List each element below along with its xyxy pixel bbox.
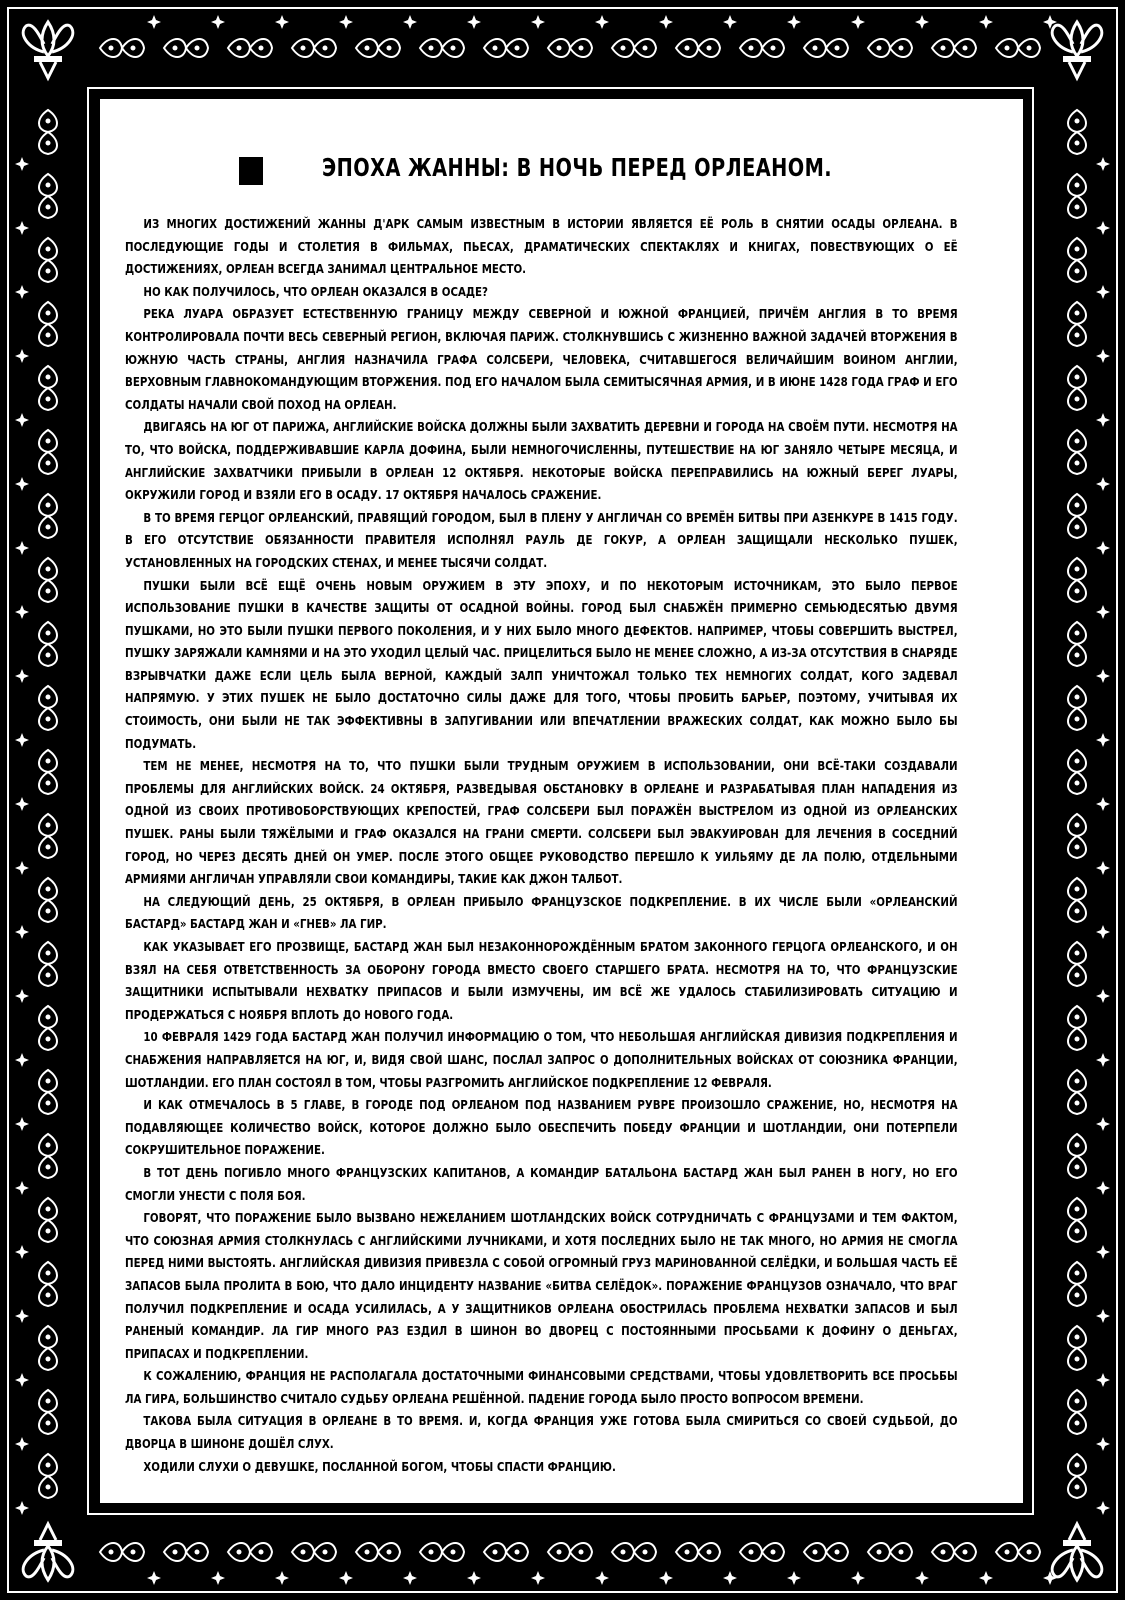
ornament-piece — [147, 1571, 161, 1585]
ornament-piece — [1068, 430, 1086, 474]
ornament-piece — [39, 494, 57, 538]
ornament-piece — [723, 15, 737, 29]
ornament-piece — [979, 15, 993, 29]
ornament-piece — [723, 1571, 737, 1585]
ornament-piece — [868, 39, 912, 57]
ornament-piece — [595, 1571, 609, 1585]
ornament-piece — [15, 797, 29, 811]
ornament-piece — [851, 15, 865, 29]
paragraph: И КАК ОТМЕЧАЛОСЬ В 5 ГЛАВЕ, В ГОРОДЕ ПОД ОРЛЕАНОМ ПОД НАЗВАНИЕМ РУВРЕ ПРОИЗОШЛО СРАЖЕНИЕ, НО, НЕСМОТРЯ НА ПОДАВЛЯЮЩЕЕ КОЛИЧЕСТВО ВОЙСК, КОТОРОЕ ДОЛЖНО БЫЛО ОБЕСПЕЧИТЬ ПОБЕДУ ФРАНЦИИ И ШОТЛАНДИИ, ОНИ ПОТЕРПЕЛИ СОКРУШИТЕЛЬНОЕ ПОРАЖЕНИЕ. — [125, 1097, 958, 1158]
ornament-piece — [39, 366, 57, 410]
paragraph: ГОВОРЯТ, ЧТО ПОРАЖЕНИЕ БЫЛО ВЫЗВАНО НЕЖЕЛАНИЕМ ШОТЛАНДСКИХ ВОЙСК СОТРУДНИЧАТЬ С ФРАНЦУЗАМИ И ТЕМ ФАКТОМ, ЧТО СОЮЗНАЯ АРМИЯ СТОЛКНУЛАСЬ С АНГЛИЙСКИМИ ЛУЧНИКАМИ, И ХОТЯ ПОСЛЕДНИХ БЫЛО НЕ ТАК МНОГО, НО АРМИЯ НЕ СМОГЛА ПЕРЕД НИМИ ВЫСТОЯТЬ. АНГЛИЙСКАЯ ДИВИЗИЯ ПРИВЕЗЛА С СОБОЙ ОГРОМНЫЙ ГРУЗ МАРИНОВАННОЙ СЕЛЁДКИ, И БОЛЬШАЯ ЧАСТЬ ЕЁ ЗАПАСОВ БЫЛА ПРОЛИТА В БОЮ, ЧТО ДАЛО ИНЦИДЕНТУ НАЗВАНИЕ «БИТВА СЕЛЁДОК». ПОРАЖЕНИЕ ФРАНЦУЗОВ ОЗНАЧАЛО, ЧТО ВРАГ ПОЛУЧИЛ ПОДКРЕПЛЕНИЕ И ОСАДА УСИЛИЛАСЬ, А У ЗАЩИТНИКОВ ОРЛЕАНА ОБОСТРИЛАСЬ ПРОБЛЕМА НЕХВАТКИ ЗАПАСОВ И БЫЛ РАНЕНЫЙ КОМАНДИР. ЛА ГИР МНОГО РАЗ ЕЗДИЛ В ШИНОН ВО ДВОРЕЦ С ПОСТОЯННЫМИ ПРОСЬБАМИ К ДОФИНУ О ДЕНЬГАХ, ПРИПАСАХ И ПОДКРЕПЛЕНИИ. — [125, 1210, 958, 1361]
ornament-piece — [1096, 349, 1110, 363]
ornament-piece — [1096, 413, 1110, 427]
ornament-piece — [932, 39, 976, 57]
paragraph: 10 ФЕВРАЛЯ 1429 ГОДА БАСТАРД ЖАН ПОЛУЧИЛ ИНФОРМАЦИЮ О ТОМ, ЧТО НЕБОЛЬШАЯ АНГЛИЙСКАЯ ДИВИЗИЯ ПОДКРЕПЛЕНИЯ И СНАБЖЕНИЯ НАПРАВЛЯЕТСЯ НА ЮГ, И, ВИДЯ СВОЙ ШАНС, ПОСЛАЛ ЗАПРОС О ДОПОЛНИТЕЛЬНЫХ ВОЙСКАХ ОТ СОЮЗНИКА ФРАНЦИИ, ШОТЛАНДИИ. ЕГО ПЛАН СОСТОЯЛ В ТОМ, ЧТОБЫ РАЗГРОМИТЬ АНГЛИЙСКОЕ ПОДКРЕПЛЕНИЕ 12 ФЕВРАЛЯ. — [125, 1029, 958, 1090]
ornament-piece — [1096, 285, 1110, 299]
page-title: ЭПОХА ЖАННЫ: В НОЧЬ ПЕРЕД ОРЛЕАНОМ. — [322, 153, 833, 182]
ornament-piece — [979, 1571, 993, 1585]
ornament-piece — [15, 1437, 29, 1451]
ornament-piece — [1068, 238, 1086, 282]
paragraph: НА СЛЕДУЮЩИЙ ДЕНЬ, 25 ОКТЯБРЯ, В ОРЛЕАН ПРИБЫЛО ФРАНЦУЗСКОЕ ПОДКРЕПЛЕНИЕ. В ИХ ЧИСЛЕ БЫЛИ «ОРЛЕАНСКИЙ БАСТАРД» БАСТАРД ЖАН И «ГНЕВ» ЛА ГИР. — [125, 893, 958, 932]
paragraph: В ТОТ ДЕНЬ ПОГИБЛО МНОГО ФРАНЦУЗСКИХ КАПИТАНОВ, А КОМАНДИР БАТАЛЬОНА БАСТАРД ЖАН БЫЛ РАНЕН В НОГУ, НО ЕГО СМОГЛИ УНЕСТИ С ПОЛЯ БОЯ. — [125, 1164, 958, 1203]
ornament-piece — [1043, 1571, 1057, 1585]
ornament-piece — [39, 1006, 57, 1050]
ornament-piece — [15, 925, 29, 939]
ornament-piece — [1096, 989, 1110, 1003]
ornament-piece — [39, 1326, 57, 1370]
ornament-piece — [1068, 1006, 1086, 1050]
paragraph: КАК УКАЗЫВАЕТ ЕГО ПРОЗВИЩЕ, БАСТАРД ЖАН БЫЛ НЕЗАКОННОРОЖДЁННЫМ БРАТОМ ЗАКОННОГО ГЕРЦОГА ОРЛЕАНСКОГО, И ОН ВЗЯЛ НА СЕБЯ ОТВЕТСТВЕННОСТЬ ЗА ОБОРОНУ ГОРОДА ВМЕСТО СВОЕГО СТАРШЕГО БРАТА. НЕСМОТРЯ НА ТО, ЧТО ФРАНЦУЗСКИЕ ЗАЩИТНИКИ ИСПЫТЫВАЛИ НЕХВАТКУ ПРИПАСОВ И БЫЛИ ИЗМУЧЕНЫ, ИМ ВСЁ ЖЕ УДАЛОСЬ СТАБИЛИЗИРОВАТЬ СИТУАЦИЮ И ПРОДЕРЖАТЬСЯ С НОЯБРЯ ВПЛОТЬ ДО НОВОГО ГОДА. — [125, 939, 958, 1022]
ornament-piece — [868, 1543, 912, 1561]
ornament-piece — [15, 1309, 29, 1323]
paragraph: ПУШКИ БЫЛИ ВСЁ ЕЩЁ ОЧЕНЬ НОВЫМ ОРУЖИЕМ В ЭТУ ЭПОХУ, И ПО НЕКОТОРЫМ ИСТОЧНИКАМ, ЭТО БЫЛО ПЕРВОЕ ИСПОЛЬЗОВАНИЕ ПУШКИ В КАЧЕСТВЕ ЗАЩИТЫ ОТ ОСАДНОЙ ВОЙНЫ. ГОРОД БЫЛ СНАБЖЁН ПРИМЕРНО СЕМЬЮДЕСЯТЬЮ ДВУМЯ ПУШКАМИ, НО ЭТО БЫЛИ ПУШКИ ПЕРВОГО ПОКОЛЕНИЯ, И У НИХ БЫЛО МНОГО ДЕФЕКТОВ. НАПРИМЕР, ЧТОБЫ СОВЕРШИТЬ ВЫСТРЕЛ, ПУШКУ ЗАРЯЖАЛИ КАМНЯМИ И НА ЭТО УХОДИЛ ЦЕЛЫЙ ЧАС. ПРИЦЕЛИТЬСЯ БЫЛО НЕ МЕНЕЕ СЛОЖНО, А ИЗ-ЗА ОТСУТСТВИЯ В СНАРЯДЕ ВЗРЫВЧАТКИ ДАЖЕ ЕСЛИ ЦЕЛЬ БЫЛА ВЕРНОЙ, КАЖДЫЙ ЗАЛП УНИЧТОЖАЛ ТОЛЬКО ТЕХ НЕМНОГИХ СОЛДАТ, КОГО ЗАДЕВАЛ НАПРЯМУЮ. У ЭТИХ ПУШЕК НЕ БЫЛО ДОСТАТОЧНО СИЛЫ ДАЖЕ ДЛЯ ТОГО, ЧТОБЫ ПРОБИТЬ БАРЬЕР, ПОЭТОМУ, УЧИТЫВАЯ ИХ СТОИМОСТЬ, ОНИ БЫЛИ НЕ ТАК ЭФФЕКТИВНЫ В ЗАПУГИВАНИИ ИЛИ ВПЕЧАТЛЕНИИ ВРАЖЕСКИХ СОЛДАТ, КАК МОЖНО БЫЛО БЫ ПОДУМАТЬ. — [125, 577, 958, 751]
ornament-piece — [1068, 302, 1086, 346]
paragraph: ХОДИЛИ СЛУХИ О ДЕВУШКЕ, ПОСЛАННОЙ БОГОМ, ЧТОБЫ СПАСТИ ФРАНЦИЮ. — [143, 1458, 616, 1474]
ornament-piece — [15, 477, 29, 491]
ornament-piece — [659, 1571, 673, 1585]
ornament-piece — [15, 1245, 29, 1259]
ornament-piece — [548, 39, 592, 57]
ornament-piece — [1096, 221, 1110, 235]
ornament-piece — [915, 15, 929, 29]
paragraph: ИЗ МНОГИХ ДОСТИЖЕНИЙ ЖАННЫ Д'АРК САМЫМ ИЗВЕСТНЫМ В ИСТОРИИ ЯВЛЯЕТСЯ ЕЁ РОЛЬ В СНЯТИИ ОСАДЫ ОРЛЕАНА. В ПОСЛЕДУЮЩИЕ ГОДЫ И СТОЛЕТИЯ В ФИЛЬМАХ, ПЬЕСАХ, ДРАМАТИЧЕСКИХ СПЕКТАКЛЯХ И КНИГАХ, ПОВЕСТВУЮЩИХ О ЕЁ ДОСТИЖЕНИЯХ, ОРЛЕАН ВСЕГДА ЗАНИМАЛ ЦЕНТРАЛЬНОЕ МЕСТО. — [125, 216, 958, 277]
ornament-piece — [1096, 1181, 1110, 1195]
ornament-piece — [15, 157, 29, 171]
ornament-piece — [612, 39, 656, 57]
ornament-piece — [39, 1070, 57, 1114]
ornament-piece — [275, 15, 289, 29]
ornament-piece — [228, 1543, 272, 1561]
ornament-piece — [39, 110, 57, 154]
ornament-piece — [39, 1134, 57, 1178]
ornament-piece — [15, 285, 29, 299]
ornament-piece — [467, 15, 481, 29]
ornament-piece — [1068, 174, 1086, 218]
ornament-piece — [39, 174, 57, 218]
ornament-piece — [932, 1543, 976, 1561]
ornament-piece — [915, 1571, 929, 1585]
ornament-piece — [39, 1262, 57, 1306]
ornament-piece — [1068, 1262, 1086, 1306]
paragraph: ДВИГАЯСЬ НА ЮГ ОТ ПАРИЖА, АНГЛИЙСКИЕ ВОЙСКА ДОЛЖНЫ БЫЛИ ЗАХВАТИТЬ ДЕРЕВНИ И ГОРОДА НА СВОЁМ ПУТИ. НЕСМОТРЯ НА ТО, ЧТО ВОЙСКА, ПОДДЕРЖИВАВШИЕ КАРЛА ДОФИНА, БЫЛИ НЕМНОГОЧИСЛЕННЫ, ПУТЕШЕСТВИЕ НА ЮГ ЗАНЯЛО ЧЕТЫРЕ МЕСЯЦА, И АНГЛИЙСКИЕ ЗАХВАТЧИКИ ПРИБЫЛИ В ОРЛЕАН 12 ОКТЯБРЯ. НЕКОТОРЫЕ ВОЙСКА ПЕРЕПРАВИЛИСЬ НА ЮЖНЫЙ БЕРЕГ ЛУАРЫ, ОКРУЖИЛИ ГОРОД И ВЗЯЛИ ЕГО В ОСАДУ. 17 ОКТЯБРЯ НАЧАЛОСЬ СРАЖЕНИЕ. — [125, 419, 958, 503]
ornament-piece — [39, 878, 57, 922]
ornament-piece — [15, 221, 29, 235]
ornament-piece — [39, 622, 57, 666]
paragraph: ТАКОВА БЫЛА СИТУАЦИЯ В ОРЛЕАНЕ В ТО ВРЕМЯ. И, КОГДА ФРАНЦИЯ УЖЕ ГОТОВА БЫЛА СМИРИТЬСЯ СО СВОЕЙ СУДЬБОЙ, ДО ДВОРЦА В ШИНОНЕ ДОШЁЛ СЛУХ. — [125, 1413, 958, 1452]
ornament-piece — [548, 1543, 592, 1561]
ornament-piece — [851, 1571, 865, 1585]
ornament-piece — [403, 1571, 417, 1585]
ornament-piece — [804, 39, 848, 57]
ornament-piece — [420, 39, 464, 57]
ornament-piece — [15, 1053, 29, 1067]
ornament-piece — [420, 1543, 464, 1561]
ornament-piece — [39, 558, 57, 602]
ornament-piece — [531, 15, 545, 29]
ornament-piece — [1068, 1198, 1086, 1242]
ornament-piece — [659, 15, 673, 29]
ornament-piece — [1096, 1437, 1110, 1451]
ornament-piece — [1096, 157, 1110, 171]
paragraph: ТЕМ НЕ МЕНЕЕ, НЕСМОТРЯ НА ТО, ЧТО ПУШКИ БЫЛИ ТРУДНЫМ ОРУЖИЕМ В ИСПОЛЬЗОВАНИИ, ОНИ ВСЁ-ТАКИ СОЗДАВАЛИ ПРОБЛЕМЫ ДЛЯ АНГЛИЙСКИХ ВОЙСК. 24 ОКТЯБРЯ, РАЗВЕДЫВАЯ ОБСТАНОВКУ В ОРЛЕАНЕ И РАЗРАБАТЫВАЯ ПЛАН НАПАДЕНИЯ ИЗ ОДНОЙ ИЗ СВОИХ ПРОТИВОБОРСТВУЮЩИХ КРЕПОСТЕЙ, ГРАФ СОЛСБЕРИ БЫЛ ПОРАЖЁН ВЫСТРЕЛОМ ИЗ ОДНОЙ ИЗ ОРЛЕАНСКИХ ПУШЕК. РАНЫ БЫЛИ ТЯЖЁЛЫМИ И ГРАФ ОКАЗАЛСЯ НА ГРАНИ СМЕРТИ. СОЛСБЕРИ БЫЛ ЭВАКУИРОВАН ДЛЯ ЛЕЧЕНИЯ В СОСЕДНИЙ ГОРОД, НО ЧЕРЕЗ ДЕСЯТЬ ДНЕЙ ОН УМЕР. ПОСЛЕ ЭТОГО ОБЩЕЕ РУКОВОДСТВО ПЕРЕШЛО К УИЛЬЯМУ ДЕ ЛА ПОЛЮ, ОТДЕЛЬНЫМИ АРМИЯМИ АНГЛИЧАН УПРАВЛЯЛИ СВОИ КОМАНДИРЫ, ТАКИЕ КАК ДЖОН ТАЛБОТ. — [125, 758, 958, 887]
ornament-piece — [787, 1571, 801, 1585]
ornament-piece — [1068, 878, 1086, 922]
ornament-piece — [39, 302, 57, 346]
ornament-piece — [1096, 1373, 1110, 1387]
ornament-piece — [1096, 541, 1110, 555]
ornament-piece — [1068, 942, 1086, 986]
ornament-piece — [15, 861, 29, 875]
ornament-piece — [39, 942, 57, 986]
ornament-piece — [164, 39, 208, 57]
ornament-piece — [356, 39, 400, 57]
ornament-piece — [15, 1117, 29, 1131]
ornament-piece — [1068, 814, 1086, 858]
ornament-piece — [100, 1543, 144, 1561]
ornament-piece — [1096, 733, 1110, 747]
ornament-piece — [1068, 366, 1086, 410]
ornament-piece — [39, 1198, 57, 1242]
paragraph: В ТО ВРЕМЯ ГЕРЦОГ ОРЛЕАНСКИЙ, ПРАВЯЩИЙ ГОРОДОМ, БЫЛ В ПЛЕНУ У АНГЛИЧАН СО ВРЕМЁН БИТВЫ ПРИ АЗЕНКУРЕ В 1415 ГОДУ. В ЕГО ОТСУТСТВИЕ ОБЯЗАННОСТИ ПРАВИТЕЛЯ ИСПОЛНЯЛ РАУЛЬ ДЕ ГОКУР, А ОРЛЕАН ЗАЩИЩАЛИ НЕСКОЛЬКО ПУШЕК, УСТАНОВЛЕННЫХ НА ГОРОДСКИХ СТЕНАХ, И МЕНЕЕ ТЫСЯЧИ СОЛДАТ. — [125, 509, 958, 570]
ornament-piece — [1068, 494, 1086, 538]
ornament-piece — [15, 413, 29, 427]
ornament-piece — [1068, 110, 1086, 154]
ornament-piece — [1096, 925, 1110, 939]
ornament-piece — [787, 15, 801, 29]
paragraph: К СОЖАЛЕНИЮ, ФРАНЦИЯ НЕ РАСПОЛАГАЛА ДОСТАТОЧНЫМИ ФИНАНСОВЫМИ СРЕДСТВАМИ, ЧТОБЫ УДОВЛЕТВОРИТЬ ВСЕ ПРОСЬБЫ ЛА ГИРА, БОЛЬШИНСТВО СЧИТАЛО СУДЬБУ ОРЛЕАНА РЕШЁННОЙ. ПАДЕНИЕ ГОРОДА БЫЛО ПРОСТО ВОПРОСОМ ВРЕМЕНИ. — [125, 1368, 958, 1406]
ornament-piece — [15, 349, 29, 363]
ornament-piece — [1068, 1390, 1086, 1434]
ornament-piece — [1068, 622, 1086, 666]
article-body — [125, 213, 958, 1478]
ornament-piece — [996, 1543, 1040, 1561]
ornament-piece — [147, 15, 161, 29]
text-panel — [97, 96, 1026, 1506]
ornament-piece — [1096, 861, 1110, 875]
ornament-piece — [15, 989, 29, 1003]
ornament-piece — [595, 15, 609, 29]
ornament-piece — [275, 1571, 289, 1585]
ornament-piece — [996, 39, 1040, 57]
ornament-piece — [1068, 1134, 1086, 1178]
ornament-piece — [531, 1571, 545, 1585]
ornament-piece — [39, 686, 57, 730]
ornament-piece — [484, 39, 528, 57]
ornament-piece — [211, 1571, 225, 1585]
ornament-piece — [1096, 669, 1110, 683]
ornament-piece — [339, 15, 353, 29]
ornament-piece — [1096, 1117, 1110, 1131]
ornament-piece — [15, 1501, 29, 1515]
ornament-piece — [39, 1454, 57, 1498]
paragraph: НО КАК ПОЛУЧИЛОСЬ, ЧТО ОРЛЕАН ОКАЗАЛСЯ В ОСАДЕ? — [143, 283, 489, 299]
ornament-piece — [15, 669, 29, 683]
ornament-piece — [403, 15, 417, 29]
ornament-piece — [804, 1543, 848, 1561]
ornament-piece — [39, 750, 57, 794]
ornament-piece — [1096, 1501, 1110, 1515]
ornament-piece — [100, 39, 144, 57]
ornament-piece — [39, 430, 57, 474]
ornament-piece — [15, 1181, 29, 1195]
ornament-piece — [1096, 605, 1110, 619]
ornament-piece — [1068, 1070, 1086, 1114]
ornament-piece — [467, 1571, 481, 1585]
ornament-piece — [39, 238, 57, 282]
ornament-piece — [612, 1543, 656, 1561]
ornament-piece — [1096, 1245, 1110, 1259]
square-bullet-icon — [239, 157, 263, 185]
ornament-piece — [1068, 558, 1086, 602]
ornament-piece — [1096, 1053, 1110, 1067]
ornament-piece — [1068, 750, 1086, 794]
ornament-piece — [484, 1543, 528, 1561]
ornament-piece — [15, 605, 29, 619]
paragraph: РЕКА ЛУАРА ОБРАЗУЕТ ЕСТЕСТВЕННУЮ ГРАНИЦУ МЕЖДУ СЕВЕРНОЙ И ЮЖНОЙ ФРАНЦИЕЙ, ПРИЧЁМ АНГЛИЯ В ТО ВРЕМЯ КОНТРОЛИРОВАЛА ПОЧТИ ВЕСЬ СЕВЕРНЫЙ РЕГИОН, ВКЛЮЧАЯ ПАРИЖ. СТОЛКНУВШИСЬ С ЖИЗНЕННО ВАЖНОЙ ЗАДАЧЕЙ ВТОРЖЕНИЯ В ЮЖНУЮ ЧАСТЬ СТРАНЫ, АНГЛИЯ НАЗНАЧИЛА ГРАФА СОЛСБЕРИ, ЧЕЛОВЕКА, СЧИТАВШЕГОСЯ ВЕЛИЧАЙШИМ ВОИНОМ АНГЛИИ, ВЕРХОВНЫМ ГЛАВНОКОМАНДУЮЩИМ ВТОРЖЕНИЯ. ПОД ЕГО НАЧАЛОМ БЫЛА СЕМИТЫСЯЧНАЯ АРМИЯ, И В ИЮНЕ 1428 ГОДА ГРАФ И ЕГО СОЛДАТЫ НАЧАЛИ СВОЙ ПОХОД НА ОРЛЕАН. — [125, 306, 958, 412]
ornament-piece — [15, 541, 29, 555]
ornament-piece — [1068, 1454, 1086, 1498]
ornament-piece — [1068, 1326, 1086, 1370]
ornament-piece — [339, 1571, 353, 1585]
ornament-piece — [211, 15, 225, 29]
ornament-piece — [15, 733, 29, 747]
ornament-piece — [15, 1373, 29, 1387]
ornament-piece — [1096, 477, 1110, 491]
ornament-piece — [1068, 686, 1086, 730]
ornament-piece — [676, 1543, 720, 1561]
ornament-piece — [356, 1543, 400, 1561]
title-row — [100, 153, 1023, 193]
ornament-piece — [740, 39, 784, 57]
ornament-piece — [292, 39, 336, 57]
ornament-piece — [676, 39, 720, 57]
ornament-piece — [292, 1543, 336, 1561]
ornament-piece — [228, 39, 272, 57]
ornament-piece — [39, 1390, 57, 1434]
ornament-piece — [740, 1543, 784, 1561]
ornament-piece — [39, 814, 57, 858]
ornament-piece — [164, 1543, 208, 1561]
ornament-piece — [1096, 1309, 1110, 1323]
ornament-piece — [1096, 797, 1110, 811]
